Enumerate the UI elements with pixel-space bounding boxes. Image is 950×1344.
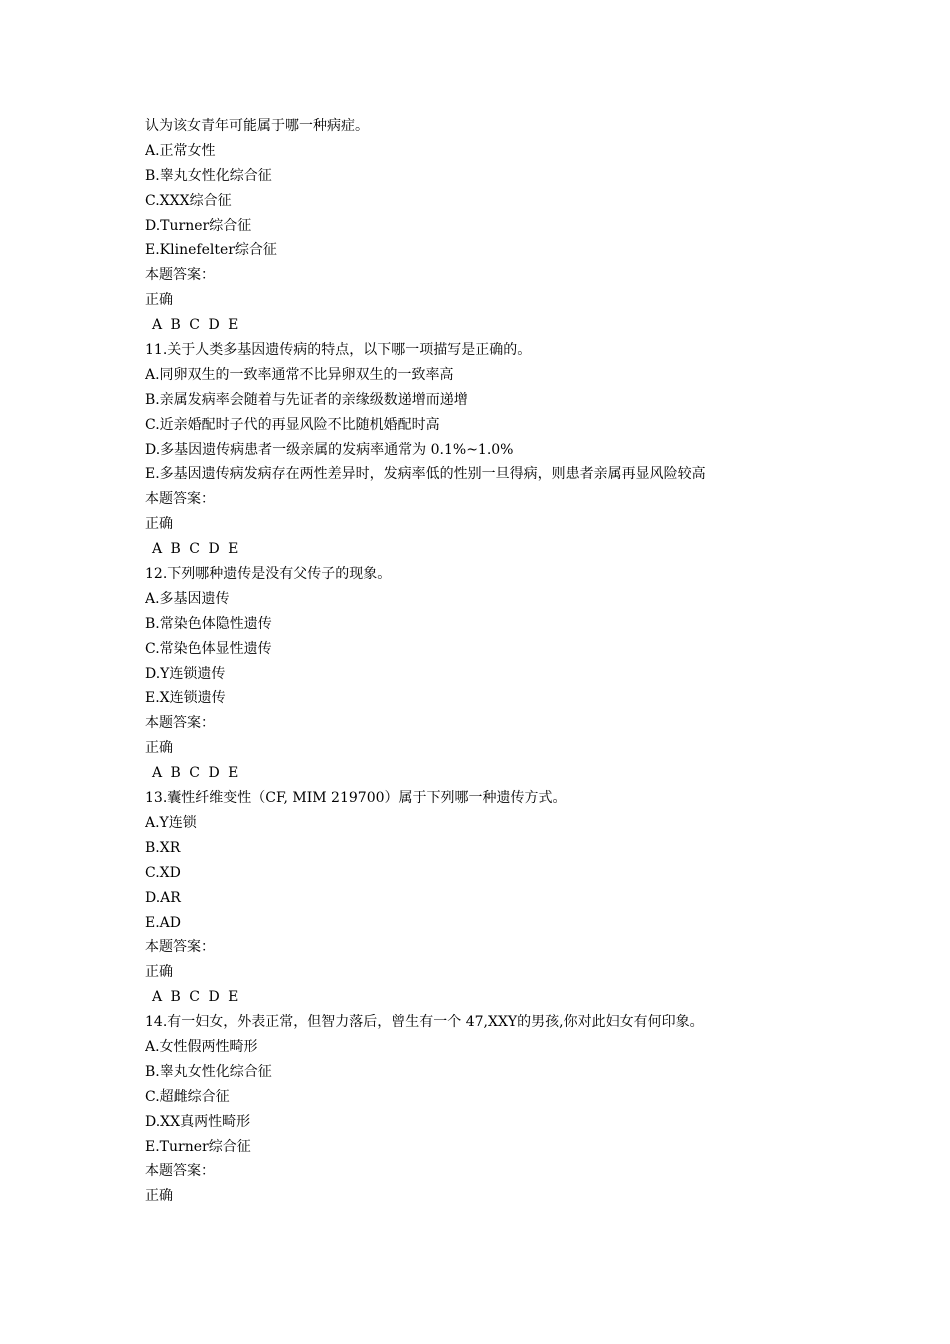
answer-choices: A B C D E: [152, 317, 241, 334]
answer-result: 正确: [145, 964, 173, 981]
option-a: A.同卵双生的一致率通常不比异卵双生的一致率高: [145, 366, 454, 383]
document-page: [145, 114, 905, 1209]
answer-choices: A B C D E: [152, 989, 241, 1006]
option-d: D.XX真两性畸形: [145, 1113, 251, 1130]
option-c: C.XD: [145, 864, 181, 881]
option-b: B.常染色体隐性遗传: [145, 615, 272, 632]
option-e: E.Turner综合征: [145, 1138, 251, 1155]
question-12: [145, 562, 905, 786]
option-a: A.女性假两性畸形: [145, 1038, 258, 1055]
answer-label: 本题答案：: [145, 267, 215, 284]
question-stem: 14.有一妇女，外表正常，但智力落后，曾生有一个 47,XXY的男孩,你对此妇女有何印象。: [145, 1014, 704, 1031]
option-c: C.超雌综合征: [145, 1088, 230, 1105]
option-d: D.Y连锁遗传: [145, 665, 226, 682]
answer-label: 本题答案：: [145, 715, 215, 732]
option-e: E.X连锁遗传: [145, 690, 226, 707]
option-b: B.睾丸女性化综合征: [145, 167, 272, 184]
option-b: B.XR: [145, 839, 181, 856]
option-b: B.亲属发病率会随着与先证者的亲缘级数递增而递增: [145, 391, 468, 408]
answer-label: 本题答案：: [145, 939, 215, 956]
option-e: E.多基因遗传病发病存在两性差异时，发病率低的性别一旦得病，则患者亲属再显风险较高: [145, 466, 706, 483]
question-13: [145, 786, 905, 1010]
question-stem: 12.下列哪种遗传是没有父传子的现象。: [145, 566, 392, 583]
option-a: A.正常女性: [145, 142, 216, 159]
option-a: A.多基因遗传: [145, 590, 230, 607]
question-stem: 11.关于人类多基因遗传病的特点，以下哪一项描写是正确的。: [145, 342, 532, 359]
question-stem: 13.囊性纤维变性（CF, MIM 219700）属于下列哪一种遗传方式。: [145, 790, 567, 807]
option-e: E.AD: [145, 914, 182, 931]
answer-label: 本题答案：: [145, 1163, 215, 1180]
answer-result: 正确: [145, 292, 173, 309]
option-d: D.多基因遗传病患者一级亲属的发病率通常为 0.1%~1.0%: [145, 441, 514, 458]
option-c: C.常染色体显性遗传: [145, 640, 272, 657]
question-stem: 认为该女青年可能属于哪一种病症。: [145, 118, 369, 134]
answer-choices: A B C D E: [152, 541, 241, 558]
question-14: [145, 1010, 905, 1209]
option-b: B.睾丸女性化综合征: [145, 1063, 272, 1080]
option-c: C.近亲婚配时子代的再显风险不比随机婚配时高: [145, 416, 440, 433]
question-intro: [145, 114, 905, 338]
option-d: D.Turner综合征: [145, 217, 252, 234]
option-d: D.AR: [145, 889, 181, 906]
answer-result: 正确: [145, 516, 173, 533]
answer-result: 正确: [145, 1188, 173, 1205]
answer-choices: A B C D E: [152, 765, 241, 782]
question-11: [145, 338, 905, 562]
option-c: C.XXX综合征: [145, 192, 232, 209]
option-e: E.Klinefelter综合征: [145, 242, 277, 259]
option-a: A.Y连锁: [145, 814, 197, 831]
answer-label: 本题答案：: [145, 491, 215, 508]
answer-result: 正确: [145, 740, 173, 757]
